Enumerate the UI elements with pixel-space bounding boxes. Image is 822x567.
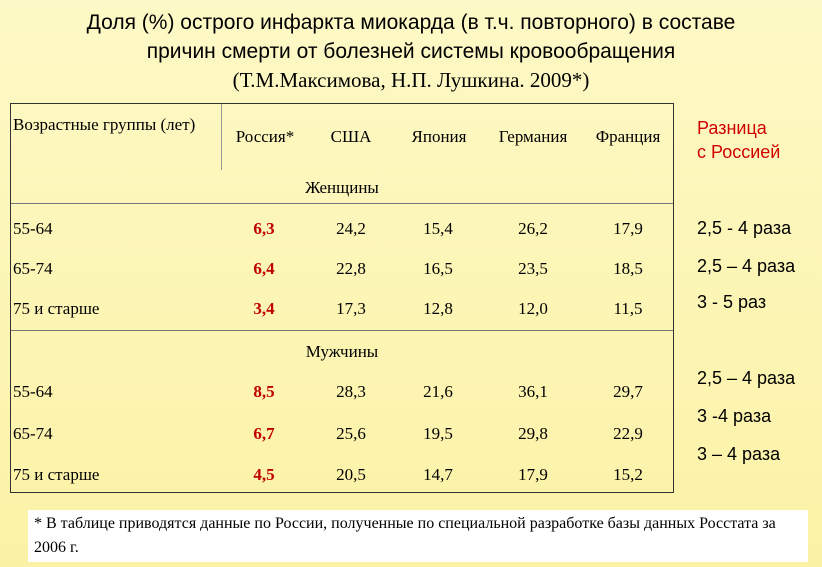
cell-russia: 6,4 [253,259,275,278]
data-table [10,103,674,493]
row-age: 75 и старше [13,465,100,484]
cell-japan: 21,6 [423,382,453,401]
cell-germany: 26,2 [518,219,548,238]
row-divider [11,203,673,204]
row-age: 65-74 [13,259,53,278]
cell-usa: 25,6 [336,424,366,443]
header-france: Франция [595,127,661,146]
cell-france: 18,5 [613,259,643,278]
row-age: 55-64 [13,382,53,401]
header-russia: Россия* [235,127,295,146]
cell-germany: 36,1 [518,382,548,401]
cell-japan: 19,5 [423,424,453,443]
header-germany: Германия [498,127,568,146]
difference-header-line-1: Разница [697,118,767,138]
difference-value: 2,5 - 4 раза [697,218,792,238]
footnote: * В таблице приводятся данные по России, полученные по специальной разработке базы данных Росстата за 2006 г. [28,510,808,562]
cell-japan: 15,4 [423,219,453,238]
difference-header-line-2: с Россией [697,142,781,162]
header-japan: Япония [411,127,467,146]
cell-usa: 17,3 [336,299,366,318]
cell-russia: 6,3 [253,219,275,238]
cell-france: 22,9 [613,424,643,443]
title-source: (Т.М.Максимова, Н.П. Лушкина. 2009*) [232,68,590,92]
difference-value: 2,5 – 4 раза [697,368,796,388]
header-divider [221,104,222,170]
cell-france: 17,9 [613,219,643,238]
cell-japan: 16,5 [423,259,453,278]
cell-russia: 4,5 [253,465,275,484]
cell-russia: 6,7 [253,424,275,443]
cell-germany: 29,8 [518,424,548,443]
row-divider [11,330,673,331]
title-line-2: причин смерти от болезней системы кровообращения [146,40,676,63]
group-label-men: Мужчины [305,342,379,361]
cell-france: 29,7 [613,382,643,401]
cell-usa: 20,5 [336,465,366,484]
group-label-women: Женщины [305,178,379,197]
difference-value: 3 – 4 раза [697,444,781,464]
cell-germany: 23,5 [518,259,548,278]
header-usa: США [330,127,372,146]
slide-title [0,8,822,95]
difference-value: 2,5 – 4 раза [697,256,796,276]
header-age-groups: Возрастные группы (лет) [13,115,196,134]
cell-usa: 28,3 [336,382,366,401]
difference-value: 3 - 5 раз [697,292,767,312]
row-age: 55-64 [13,219,53,238]
difference-value: 3 -4 раза [697,406,772,426]
row-age: 75 и старше [13,299,100,318]
cell-germany: 12,0 [518,299,548,318]
cell-japan: 14,7 [423,465,453,484]
cell-usa: 24,2 [336,219,366,238]
cell-japan: 12,8 [423,299,453,318]
cell-germany: 17,9 [518,465,548,484]
cell-russia: 3,4 [253,299,275,318]
cell-usa: 22,8 [336,259,366,278]
row-age: 65-74 [13,424,53,443]
cell-france: 11,5 [613,299,643,318]
cell-france: 15,2 [613,465,643,484]
title-line-1: Доля (%) острого инфаркта миокарда (в т.ч. повторного) в составе [86,11,736,34]
cell-russia: 8,5 [253,382,275,401]
difference-header [697,116,780,164]
